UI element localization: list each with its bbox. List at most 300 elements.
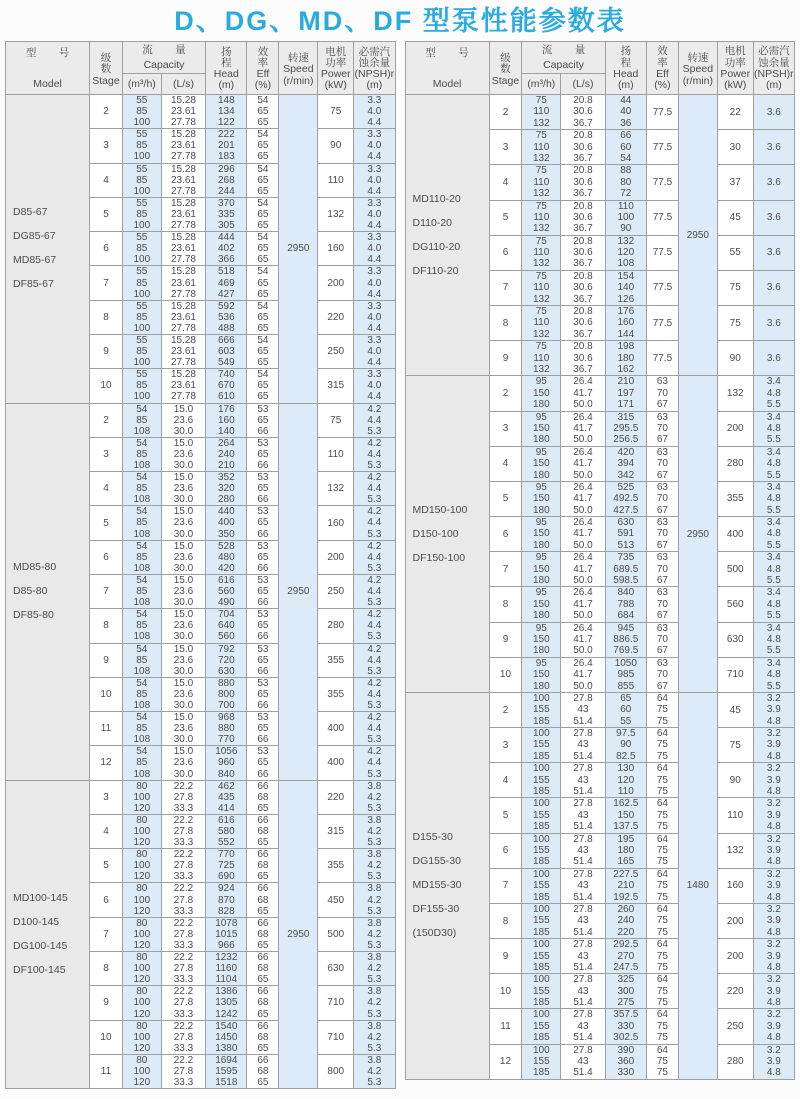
cell-line: 68 [257,963,269,975]
cell-line: 684 [617,610,635,622]
cell-line: 132 [532,328,550,340]
cell-line: 110 [533,106,550,118]
cell-line: 4.2 [367,860,382,872]
cell-line: 335 [217,208,235,220]
cell-line: 3.9 [766,1020,781,1032]
cell-line: 53 [257,574,269,586]
eff-cell [247,540,279,574]
cell-line: 120 [133,905,151,917]
cell-line: 4.2 [367,677,382,689]
cell-line: 197 [617,387,635,399]
stage-cell: 5 [90,506,123,540]
stage-cell: 8 [489,903,522,938]
eff-cell [646,692,678,727]
cell-line: 100 [133,220,151,232]
cell-line: 70 [656,528,668,540]
model-name: DF85-67 [13,278,54,291]
cell-line: 144 [617,328,635,340]
head-cell [206,197,247,231]
cell-line: 110 [617,200,634,212]
cell-line: 65 [257,551,269,563]
cell-line: 51.4 [573,715,593,727]
capacity-m3h-cell [122,643,161,677]
cell-line: 65 [257,391,269,403]
npsh-cell [354,609,395,643]
cell-line: 65 [257,723,269,735]
stage-cell: 8 [489,306,522,341]
head-cell [605,552,646,587]
cell-line: 108 [133,631,151,643]
cell-line: 945 [617,622,635,634]
cell-line: 85 [136,723,148,735]
header-line: 功率 [724,56,746,69]
model-name: DG85-67 [13,230,56,243]
cell-line: 108 [133,768,151,780]
cell-line: 23.6 [173,620,194,632]
cell-line: 5.5 [766,399,781,411]
cell-line: 3.9 [766,809,781,821]
capacity-ls-cell [161,746,205,780]
cell-line: 65 [257,151,269,163]
cell-line: 5.3 [367,562,382,574]
cell-line: 27.8 [573,728,593,740]
cell-line: 64 [656,1044,668,1056]
cell-line: 108 [133,665,151,677]
cell-line: 22.2 [173,814,194,826]
cell-line: 462 [217,780,235,792]
cell-line: 4.8 [766,1067,781,1079]
cell-line: 65 [257,1077,269,1089]
cell-line: 26.4 [573,376,593,388]
cell-line: 80 [136,1054,148,1066]
cell-line: 63 [656,481,668,493]
capacity-ls-cell [161,403,205,437]
cell-line: 75 [656,880,668,892]
cell-line: 85 [136,586,148,598]
cell-line: 5.3 [367,768,382,780]
cell-line: 4.4 [367,357,382,369]
cell-line: 80 [136,883,148,895]
cell-line: 770 [217,734,235,746]
cell-line: 4.4 [367,448,382,460]
cell-line: 66 [257,631,269,643]
cell-line: 41.7 [573,563,593,575]
cell-line: 85 [136,243,148,255]
cell-line: 68 [257,791,269,803]
capacity-m3h-cell [122,95,161,129]
cell-line: 275 [617,997,635,1009]
head-cell [605,411,646,446]
power-cell: 280 [318,609,354,643]
npsh-cell [753,728,794,763]
capacity-label-zh: 流 量 [142,44,192,56]
cell-line: 75 [535,200,547,212]
cell-line: 4.2 [367,437,382,449]
cell-line: 1056 [215,746,238,758]
eff-cell [247,266,279,300]
header-line: Stage [491,74,520,87]
eff-cell [646,903,678,938]
head-cell [206,952,247,986]
cell-line: 100 [532,763,550,775]
capacity-ls-cell [161,1054,205,1088]
cell-line: 4.4 [367,414,382,426]
cell-line: 518 [217,266,235,278]
capacity-m3h-cell [522,939,561,974]
eff-cell [247,917,279,951]
cell-line: 70 [656,458,668,470]
cell-line: 20.8 [573,306,593,318]
cell-line: 592 [217,300,235,312]
cell-line: 36.7 [573,188,593,200]
capacity-ls-cell [561,200,605,235]
cell-line: 30.0 [173,699,194,711]
capacity-m3h-cell [522,1044,561,1079]
cell-line: 75 [656,915,668,927]
cell-line: 440 [217,506,235,518]
capacity-m3h-cell [522,974,561,1009]
power-cell: 315 [318,814,354,848]
cell-line: 15.28 [170,232,196,244]
capacity-ls-cell [161,986,205,1020]
header-line: Head [613,68,639,80]
cell-line: 65 [257,288,269,300]
cell-line: 23.6 [173,723,194,735]
cell-line: 54 [136,574,148,586]
cell-line: 85 [136,448,148,460]
header-line: 数 [100,63,112,76]
cell-line: 3.2 [766,1044,781,1056]
cell-line: 3.8 [367,849,382,861]
power-cell: 630 [717,622,753,657]
stage-cell: 6 [90,232,123,266]
cell-line: 150 [532,563,550,575]
cell-line: 55 [136,163,148,175]
cell-line: 26.4 [573,446,593,458]
cell-line: 50.0 [573,434,593,446]
stage-cell: 7 [90,574,123,608]
capacity-ls-cell [561,763,605,798]
header-line: 蚀余量 [758,56,790,69]
cell-line: 1078 [215,917,238,929]
cell-line: 95 [535,622,547,634]
cell-line: 15.0 [173,403,194,415]
cell-line: 63 [656,552,668,564]
cell-line: 4.8 [766,633,781,645]
cell-line: 90 [620,739,632,751]
cell-line: 97.5 [616,728,636,740]
cell-line: 3.8 [367,780,382,792]
eff-cell [247,849,279,883]
cell-line: 43 [577,704,589,716]
cell-line: 108 [133,597,151,609]
head-cell [206,95,247,129]
cell-line: 4.2 [367,540,382,552]
cell-line: 5.3 [367,597,382,609]
cell-line: 134 [217,106,235,118]
head-cell [206,1054,247,1088]
cell-line: 15.28 [170,129,196,141]
cell-line: 690 [217,871,235,883]
cell-line: 23.61 [170,106,196,118]
cell-line: 185 [532,891,550,903]
power-cell: 132 [318,197,354,231]
cell-line: 100 [617,211,635,223]
cell-line: 64 [656,692,668,704]
cell-line: 3.3 [367,266,382,278]
eff-cell [646,481,678,516]
stage-cell: 12 [90,746,123,780]
capacity-m3h-cell [522,798,561,833]
pump-model-block [405,376,795,693]
cell-line: 36 [620,117,632,129]
head-cell [206,609,247,643]
cell-line: 185 [532,1032,550,1044]
eff-cell [247,883,279,917]
eff-cell [247,952,279,986]
capacity-ls-cell [561,622,605,657]
npsh-cell [354,129,395,163]
cell-line: 100 [532,1009,550,1021]
cell-line: 108 [133,494,151,506]
capacity-m3h-cell [522,763,561,798]
cell-line: 75 [656,1056,668,1068]
cell-line: 1160 [215,963,238,975]
cell-line: 43 [577,950,589,962]
cell-line: 256.5 [613,434,639,446]
cell-line: 3.9 [766,845,781,856]
npsh-cell: 3.6 [753,270,794,305]
cell-line: 525 [617,481,635,493]
eff-cell [646,868,678,903]
cell-line: 185 [532,926,550,938]
capacity-ls-cell [561,833,605,868]
cell-line: 75 [656,1020,668,1032]
head-cell [206,849,247,883]
capacity-ls-cell [561,903,605,938]
cell-line: 68 [257,997,269,1009]
header-line: (r/min) [283,74,314,87]
power-cell: 200 [717,939,753,974]
npsh-cell [354,403,395,437]
cell-line: 27.8 [573,939,593,951]
cell-line: 180 [532,539,550,551]
cell-line: 75 [656,856,668,868]
npsh-cell [753,763,794,798]
cell-line: 3.3 [367,163,382,175]
speed-cell: 2950 [678,376,717,693]
npsh-cell [354,197,395,231]
eff-cell [247,814,279,848]
stage-cell: 4 [90,472,123,506]
cell-line: 3.2 [766,1009,781,1021]
cell-line: 95 [535,552,547,564]
cell-line: 65 [257,140,269,152]
speed-cell: 2950 [279,403,318,780]
cell-line: 110 [533,141,550,153]
cell-line: 4.8 [766,458,781,470]
capacity-m3h-cell [522,376,561,411]
header-line: Head [213,68,239,80]
cell-line: 3.4 [766,517,781,529]
model-name: DF100-145 [13,963,66,976]
cell-line: 51.4 [573,821,593,833]
cell-line: 155 [532,950,550,962]
cell-line: 132 [532,258,550,270]
cell-line: 80 [136,814,148,826]
capacity-ls-cell [161,129,205,163]
cell-line: 43 [577,880,589,892]
capacity-m3h-cell [122,712,161,746]
stage-cell: 8 [489,587,522,622]
cell-line: 15.0 [173,746,194,758]
cell-line: 528 [217,540,235,552]
cell-line: 70 [656,669,668,681]
head-column-header [206,42,247,95]
npsh-cell: 3.6 [753,95,794,130]
cell-line: 616 [217,814,235,826]
cell-line: 43 [577,915,589,927]
cell-line: 15.28 [170,369,196,381]
stage-cell: 8 [90,300,123,334]
cell-line: 85 [136,483,148,495]
cell-line: 108 [133,734,151,746]
cell-line: 85 [136,517,148,529]
cell-line: 357.5 [613,1009,639,1021]
cell-line: 162.5 [613,798,639,810]
capacity-ls-cell [161,506,205,540]
cell-line: 75 [535,95,547,106]
cell-line: 3.4 [766,552,781,564]
stage-cell: 10 [90,369,123,403]
cell-line: 67 [656,680,668,692]
cell-line: 54 [136,437,148,449]
cell-line: 5.5 [766,645,781,657]
cell-line: 176 [217,403,235,415]
cell-line: 54 [136,506,148,518]
cell-line: 370 [217,197,235,209]
head-cell [206,163,247,197]
cell-line: 616 [217,574,235,586]
model-cell [6,403,90,780]
cell-line: 148 [217,95,235,106]
npsh-cell [354,917,395,951]
head-cell [605,1009,646,1044]
cell-line: 53 [257,506,269,518]
head-cell [206,369,247,403]
header-line: 功率 [325,56,347,69]
capacity-ls-cell [161,232,205,266]
capacity-m3h-cell [122,334,161,368]
cell-line: 5.5 [766,610,781,622]
cell-line: 30.0 [173,562,194,574]
stage-cell: 6 [90,883,123,917]
eff-cell [247,300,279,334]
power-cell: 90 [318,129,354,163]
cell-line: 67 [656,610,668,622]
cell-line: 4.8 [766,1032,781,1044]
eff-cell [646,1044,678,1079]
cell-line: 27.8 [573,974,593,986]
header-line: (m) [765,79,782,92]
cell-line: 20.8 [573,235,593,247]
npsh-cell [354,334,395,368]
capacity-m3h-cell [122,437,161,471]
cell-line: 51.4 [573,926,593,938]
cell-line: 180 [532,434,550,446]
capacity-ls-cell [161,95,205,129]
head-cell [206,780,247,814]
cell-line: 90 [620,223,632,235]
head-cell [605,939,646,974]
cell-line: 4.4 [367,288,382,300]
cell-line: 108 [133,699,151,711]
cell-line: 27.8 [173,1065,194,1077]
power-cell: 75 [717,270,753,305]
cell-line: 22.2 [173,1020,194,1032]
cell-line: 4.8 [766,422,781,434]
cell-line: 3.2 [766,728,781,740]
cell-line: 60 [620,141,632,153]
model-cell [405,376,489,693]
cell-line: 65 [257,220,269,232]
cell-line: 54 [136,403,148,415]
cell-line: 95 [535,446,547,458]
cell-line: 85 [136,551,148,563]
cell-line: 50.0 [573,610,593,622]
cell-line: 4.2 [367,643,382,655]
head-cell [206,712,247,746]
head-cell [605,657,646,692]
cell-line: 51.4 [573,961,593,973]
cell-line: 598.5 [613,575,639,587]
cell-line: 132 [532,223,550,235]
eff-cell [646,763,678,798]
npsh-cell [753,974,794,1009]
eff-cell [247,780,279,814]
cell-line: 180 [532,469,550,481]
cell-line: 5.3 [367,1077,382,1089]
stage-column-header [489,42,522,95]
cell-line: 4.0 [367,277,382,289]
model-label-zh: 型 号 [425,47,475,59]
cell-line: 185 [532,715,550,727]
cell-line: 75 [656,1032,668,1044]
eff-cell [646,446,678,481]
cell-line: 43 [577,774,589,786]
header-line: 率 [257,56,269,69]
model-cell [6,780,90,1089]
cell-line: 5.5 [766,434,781,446]
power-cell: 355 [318,677,354,711]
cell-line: 65 [257,757,269,769]
cell-line: 33.3 [173,1077,194,1089]
npsh-cell [753,833,794,868]
cell-line: 23.6 [173,586,194,598]
cell-line: 4.0 [367,311,382,323]
cell-line: 352 [217,472,235,484]
cell-line: 120 [133,871,151,883]
eff-cell [247,677,279,711]
capacity-m3h-cell [122,506,161,540]
cell-line: 3.8 [367,917,382,929]
cell-line: 4.4 [367,688,382,700]
stage-cell: 3 [90,129,123,163]
cell-line: 64 [656,868,668,880]
cell-line: 315 [617,411,635,423]
head-cell [206,334,247,368]
cell-line: 33.3 [173,837,194,849]
